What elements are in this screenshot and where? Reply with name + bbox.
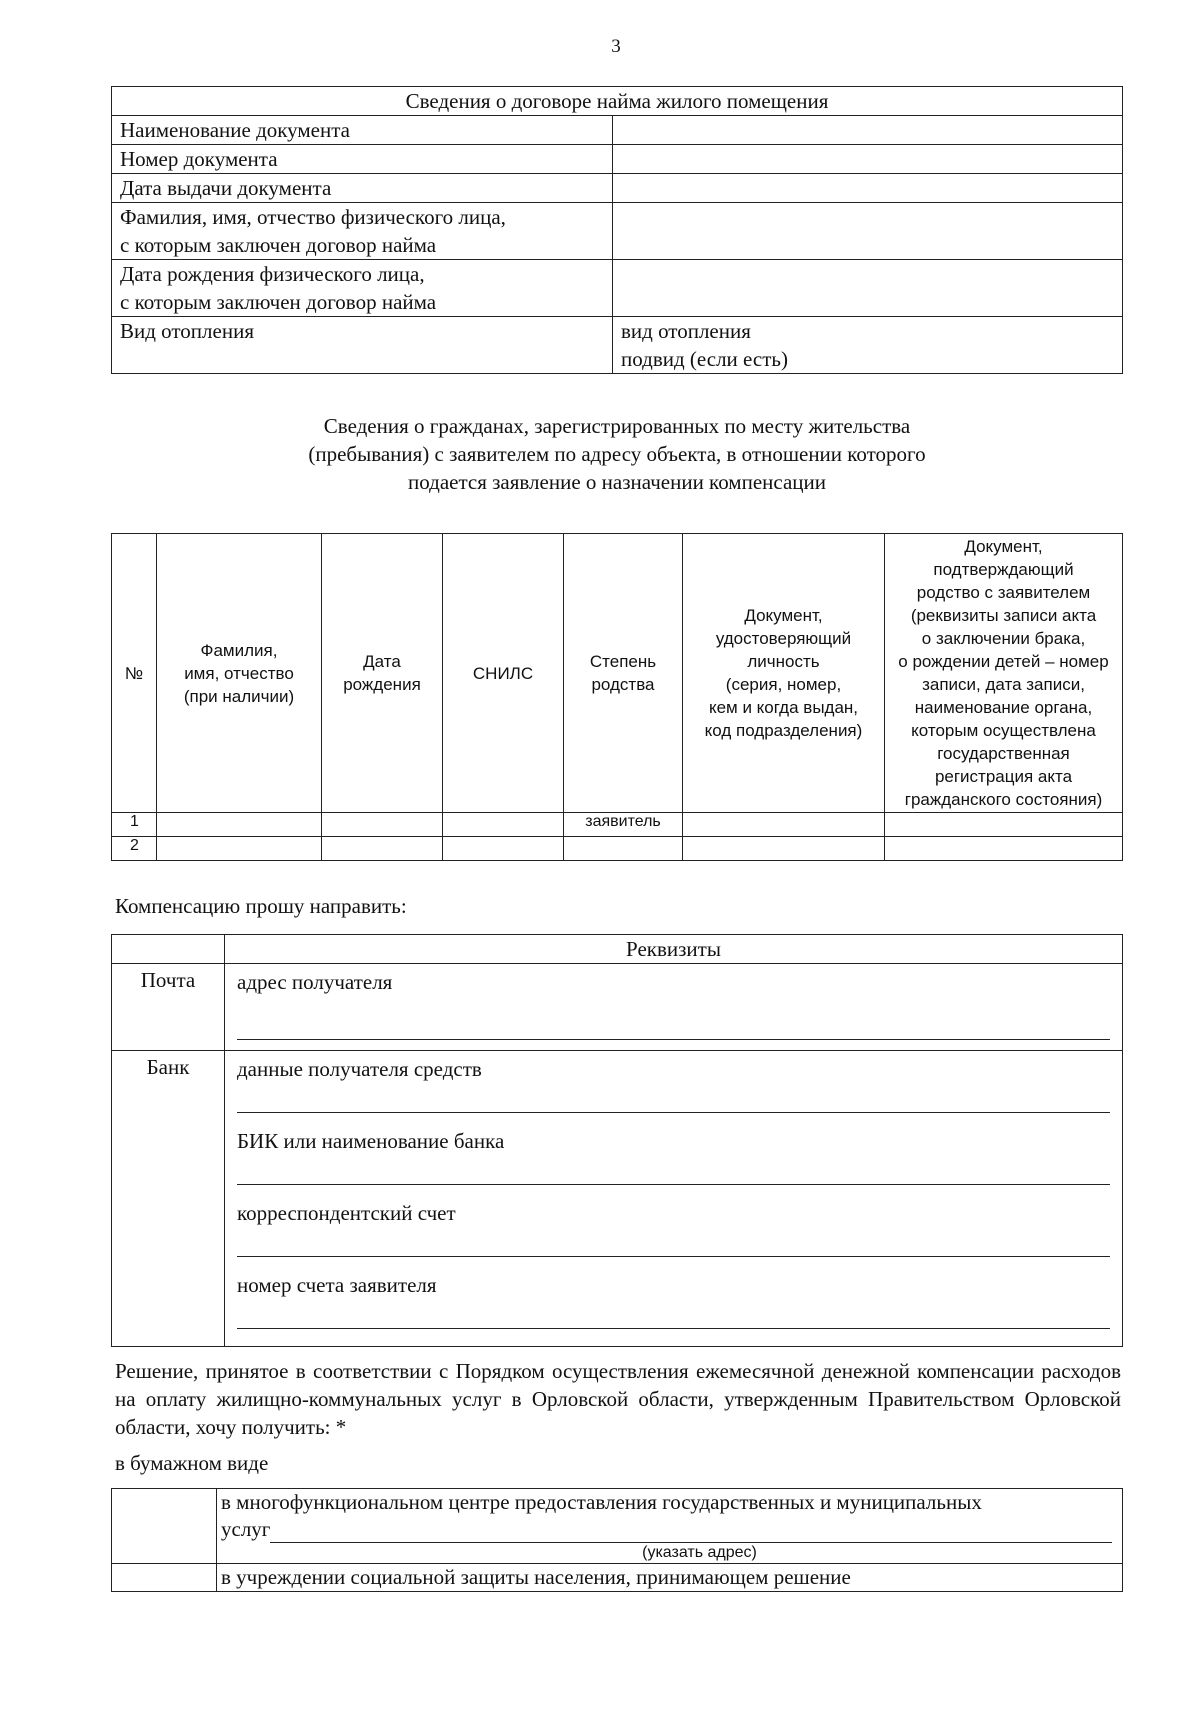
social-option: в учреждении социальной защиты населения, принимающем решение — [217, 1564, 1123, 1592]
header-line: государственная — [937, 744, 1070, 763]
corr-account-line[interactable] — [237, 1256, 1110, 1257]
residents-table — [111, 533, 1123, 861]
col-birth-header — [322, 534, 443, 813]
tenant-birth-label-line2: с которым заключен договор найма — [120, 290, 437, 314]
residents-title-line3: подается заявление о назначении компенсации — [408, 470, 826, 494]
row-num: 2 — [112, 837, 157, 861]
mfc-option — [217, 1489, 1123, 1564]
bank-method: Банк — [112, 1051, 225, 1347]
header-line: удостоверяющий — [715, 629, 852, 648]
recipient-address-label: адрес получателя — [237, 970, 393, 994]
recipient-data-field[interactable] — [225, 1051, 1122, 1123]
recipient-address-line[interactable] — [237, 1039, 1110, 1040]
id-doc-cell[interactable] — [683, 813, 885, 837]
residents-title-line1: Сведения о гражданах, зарегистрированных по месту жительства — [323, 414, 911, 438]
post-method: Почта — [112, 964, 225, 1051]
doc-number-field[interactable] — [613, 145, 1123, 174]
table-row — [112, 837, 1123, 861]
page-number: 3 — [611, 36, 621, 57]
table-row — [112, 813, 1123, 837]
tenant-name-field[interactable] — [613, 203, 1123, 260]
table-row — [112, 317, 1123, 374]
bank-fields — [225, 1051, 1123, 1347]
table-row — [112, 174, 1123, 203]
kin-doc-cell[interactable] — [885, 813, 1123, 837]
header-line: Дата — [363, 652, 401, 671]
tenant-birth-label-line1: Дата рождения физического лица, — [120, 262, 425, 286]
header-line: записи, дата записи, — [922, 675, 1085, 694]
table-row — [112, 203, 1123, 260]
mfc-option-line2: услуг — [221, 1517, 271, 1541]
header-line: личность — [747, 652, 820, 671]
col-snils-header: СНИЛС — [443, 534, 564, 813]
header-line: о заключении брака, — [921, 629, 1086, 648]
heating-subtype: подвид (если есть) — [621, 347, 788, 371]
table-row — [112, 145, 1123, 174]
col-kin-doc-header — [885, 534, 1123, 813]
bank-bik-line[interactable] — [237, 1184, 1110, 1185]
social-option-row — [112, 1564, 1123, 1592]
header-line: код подразделения) — [704, 721, 863, 740]
lease-heading: Сведения о договоре найма жилого помещения — [112, 87, 1123, 116]
doc-date-label: Дата выдачи документа — [112, 174, 613, 203]
tenant-name-label-line2: с которым заключен договор найма — [120, 233, 437, 257]
col-id-doc-header — [683, 534, 885, 813]
mfc-option-line1: в многофункциональном центре предоставления государственных и муниципальных — [221, 1490, 982, 1514]
header-line: подтверждающий — [933, 560, 1074, 579]
mfc-address-hint: (указать адрес) — [642, 1544, 757, 1561]
doc-name-field[interactable] — [613, 116, 1123, 145]
row-num: 1 — [112, 813, 157, 837]
mfc-address-row — [221, 1516, 1118, 1543]
corr-account-field[interactable] — [225, 1195, 1122, 1267]
heating-type: вид отопления — [621, 319, 751, 343]
heating-field[interactable] — [613, 317, 1123, 374]
degree-cell[interactable]: заявитель — [564, 813, 683, 837]
bank-bik-label: БИК или наименование банка — [237, 1129, 505, 1153]
tenant-name-label-line1: Фамилия, имя, отчество физического лица, — [120, 205, 506, 229]
name-cell[interactable] — [157, 813, 322, 837]
kin-doc-cell[interactable] — [885, 837, 1123, 861]
header-line: кем и когда выдан, — [708, 698, 859, 717]
heating-label: Вид отопления — [112, 317, 613, 374]
table-row — [112, 116, 1123, 145]
header-line: (серия, номер, — [725, 675, 842, 694]
snils-cell[interactable] — [443, 837, 564, 861]
col-num-header: № — [112, 534, 157, 813]
social-option-checkbox[interactable] — [112, 1564, 217, 1592]
col-degree-header — [564, 534, 683, 813]
doc-date-field[interactable] — [613, 174, 1123, 203]
tenant-name-label — [112, 203, 613, 260]
recipient-address-field[interactable] — [225, 964, 1122, 1050]
lease-info-table — [111, 86, 1123, 374]
requisites-header-blank — [112, 935, 225, 964]
requisites-header: Реквизиты — [225, 935, 1123, 964]
post-row — [112, 964, 1123, 1051]
tenant-birth-label — [112, 260, 613, 317]
header-line: родства — [591, 675, 655, 694]
id-doc-cell[interactable] — [683, 837, 885, 861]
birth-cell[interactable] — [322, 813, 443, 837]
mfc-option-checkbox[interactable] — [112, 1489, 217, 1564]
header-line: гражданского состояния) — [904, 790, 1103, 809]
header-line: регистрация акта — [934, 767, 1073, 786]
header-line: наименование органа, — [914, 698, 1093, 717]
snils-cell[interactable] — [443, 813, 564, 837]
header-line: Фамилия, — [200, 640, 278, 660]
corr-account-label: корреспондентский счет — [237, 1201, 456, 1225]
mfc-address-input[interactable] — [270, 1520, 1112, 1543]
header-line: Документ, — [744, 606, 823, 625]
applicant-account-line[interactable] — [237, 1328, 1110, 1329]
header-line: рождения — [343, 675, 421, 694]
bank-row — [112, 1051, 1123, 1347]
residents-header-row — [112, 534, 1123, 813]
doc-name-label: Наименование документа — [112, 116, 613, 145]
header-line: Документ, — [964, 537, 1043, 556]
applicant-account-field[interactable] — [225, 1267, 1122, 1339]
col-name-header — [157, 534, 322, 813]
post-fields — [225, 964, 1123, 1051]
bank-bik-field[interactable] — [225, 1123, 1122, 1195]
tenant-birth-field[interactable] — [613, 260, 1123, 317]
header-line: которым осуществлена — [911, 721, 1096, 740]
paper-form-label: в бумажном виде — [115, 1451, 269, 1475]
table-row — [112, 260, 1123, 317]
residents-title — [111, 412, 1123, 496]
recipient-data-label: данные получателя средств — [237, 1057, 482, 1081]
header-line: (при наличии) — [183, 686, 295, 706]
recipient-data-line[interactable] — [237, 1112, 1110, 1113]
header-line: имя, отчество — [184, 663, 294, 683]
header-line: (реквизиты записи акта — [910, 606, 1097, 625]
name-cell[interactable] — [157, 837, 322, 861]
doc-number-label: Номер документа — [112, 145, 613, 174]
applicant-account-label: номер счета заявителя — [237, 1273, 437, 1297]
header-line: родство с заявителем — [916, 583, 1091, 602]
header-line: Степень — [589, 652, 657, 671]
mfc-option-row — [112, 1489, 1123, 1564]
requisites-table — [111, 934, 1123, 1347]
compensation-intro: Компенсацию прошу направить: — [115, 894, 407, 918]
header-line: о рождении детей – номер — [898, 652, 1109, 671]
degree-cell[interactable] — [564, 837, 683, 861]
decision-text: Решение, принятое в соответствии с Порядком осуществления ежемесячной денежной компенсации расходов на оплату жилищно-коммунальных услуг в Орловской области, утвержденным Правительством Орловской области, хочу получить: * — [115, 1359, 1121, 1439]
residents-title-line2: (пребывания) с заявителем по адресу объекта, в отношении которого — [308, 442, 926, 466]
receive-options-table — [111, 1488, 1123, 1592]
birth-cell[interactable] — [322, 837, 443, 861]
